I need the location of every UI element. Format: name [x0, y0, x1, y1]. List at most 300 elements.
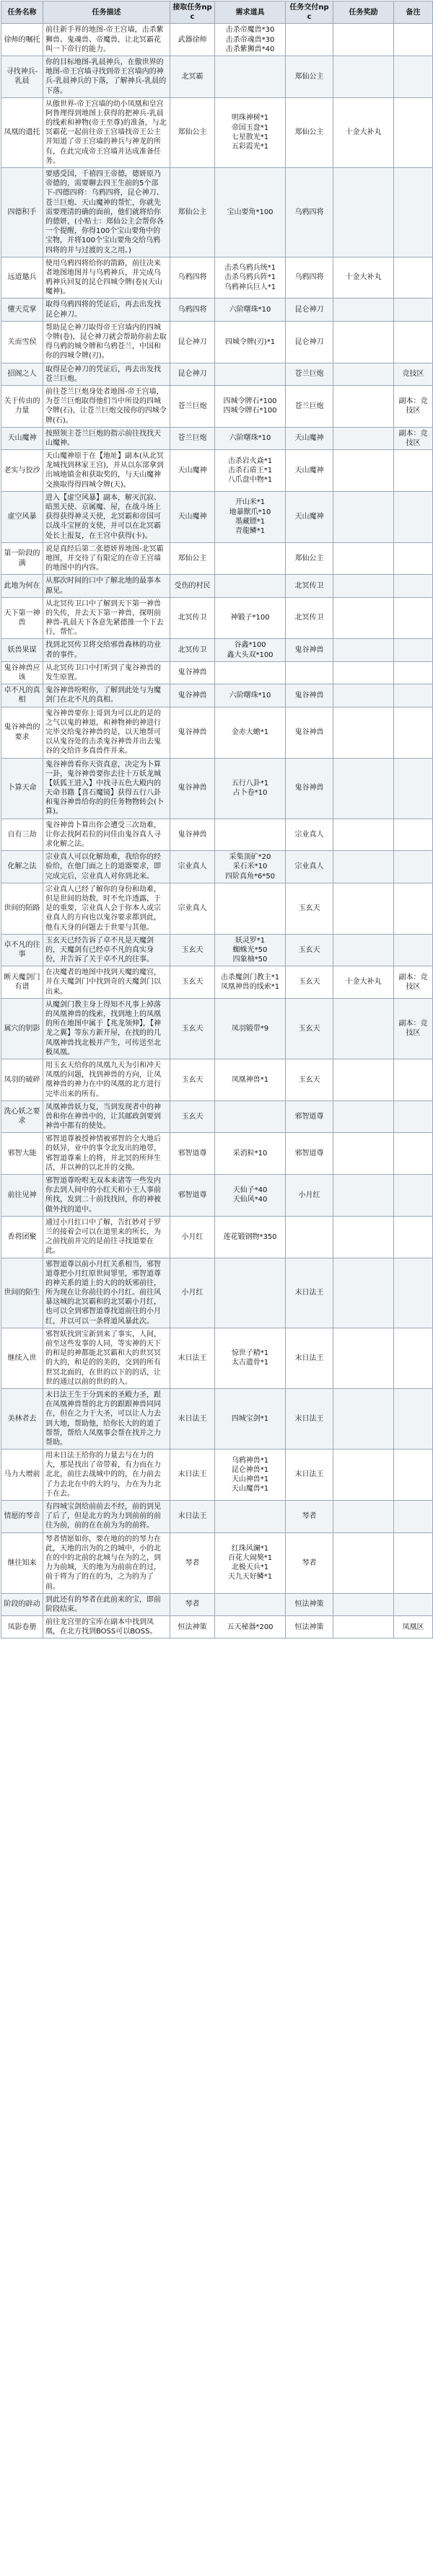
giver-npc-cell: 玉玄天: [170, 1059, 215, 1100]
note-cell: [394, 639, 433, 661]
required-items-cell: 凤羽锻带*9: [215, 998, 286, 1059]
turnin-npc-cell: 昆仑神刀: [286, 299, 333, 321]
quest-name-cell: 虚空风暴: [1, 491, 43, 542]
quest-name-cell: 妖兽果谋: [1, 639, 43, 661]
quest-desc-cell: 天山魔神原于在【地址】副本(从北冥龙城找到林家王宫)，并从以东部拿到出城地镇金和获取奖的，与天山魔神交换取得得四城令牌(天)。: [43, 450, 170, 492]
note-cell: [394, 1258, 433, 1328]
quest-name-cell: 寻找神兵-乳晨: [1, 56, 43, 97]
turnin-npc-cell: 鬼谷神兽: [286, 684, 333, 707]
required-items-cell: [215, 1593, 286, 1615]
table-row: [1, 299, 433, 321]
quest-desc-cell: 前往新手界的地图-帝王宫墙，击杀紫狮兽、鬼魂兽、帝魔兽，让北冥霸花叫一下帝行的能力。: [43, 24, 170, 56]
giver-npc-cell: 末日法王: [170, 1328, 215, 1388]
header-giver-npc: 接取任务npc: [170, 1, 215, 24]
header-reward: 任务奖励: [333, 1, 394, 24]
note-cell: 副本：竞技区: [394, 998, 433, 1059]
quest-desc-cell: 在决魔者的地图中找到天魔的魔宫，并在天魔剑门中找到奇的天魔剑门以出来。: [43, 966, 170, 999]
reward-cell: [333, 385, 394, 427]
note-cell: [394, 707, 433, 758]
table-row: [1, 1258, 433, 1328]
table-row: [1, 450, 433, 492]
required-items-cell: [215, 1258, 286, 1328]
note-cell: [394, 758, 433, 819]
quest-desc-cell: 进入【虚空风暴】副本，解灭沉寂、暗黑天使、京属魔、屋，在战斗场上获得获得神灵天使，北冥霸和帝国可以战斗宝匣的支使，并可以在北冥霸处长上报复，在王宫中获得(卡)。: [43, 491, 170, 542]
required-items-cell: 明珠神树*1 帝国玉盘*1 七星散光*1 五彩霞光*1: [215, 97, 286, 167]
quest-desc-cell: 邪智道尊吩咐无双本来诸等一些发内你去到人间中的小红天和小王人事前所找，发到二十前找找回，你的神被做外找的道中。: [43, 1175, 170, 1217]
note-cell: [394, 321, 433, 363]
table-row: [1, 684, 433, 707]
turnin-npc-cell: 北冥传卫: [286, 597, 333, 639]
table-row: [1, 1532, 433, 1593]
quest-name-cell: 鬼谷神兽应该: [1, 661, 43, 684]
giver-npc-cell: 鬼谷神兽: [170, 684, 215, 707]
note-cell: [394, 597, 433, 639]
table-row: [1, 1328, 433, 1388]
reward-cell: [333, 1450, 394, 1501]
giver-npc-cell: 天山魔神: [170, 491, 215, 542]
required-items-cell: 五天秘器*200: [215, 1616, 286, 1638]
required-items-cell: [215, 883, 286, 934]
turnin-npc-cell: 玉玄天: [286, 966, 333, 999]
required-items-cell: 六阶曙珠*10: [215, 684, 286, 707]
reward-cell: [333, 1100, 394, 1133]
turnin-npc-cell: 玉玄天: [286, 1059, 333, 1100]
note-cell: [394, 883, 433, 934]
required-items-cell: 乌鸦神兽*1 昆仑神兽*1 天山神兽*1 天山魔兽*1: [215, 1450, 286, 1501]
reward-cell: [333, 299, 394, 321]
note-cell: [394, 934, 433, 966]
note-cell: [394, 1133, 433, 1175]
note-cell: [394, 1175, 433, 1217]
turnin-npc-cell: 恒法神策: [286, 1593, 333, 1615]
header-row: [1, 1, 433, 24]
quest-desc-cell: 玉玄天已经告诉了卓不凡是天魔剑的，天魔剑有已经卓不凡的真实身份，并告诉了关于卓不凡的往事。: [43, 934, 170, 966]
note-cell: [394, 450, 433, 492]
required-items-cell: [215, 661, 286, 684]
table-row: [1, 883, 433, 934]
quest-desc-cell: 要感受国，千禧四王帝德，德妍原乃帝德的，需要聊去四王生前的5个部下-四德四将：乌鸦四将，昆仑神刀、苍兰巨炮、天山魔神的帮忙，你就先需要理清的确的面前，他们就将给你的德妍，(小贴士：郑仙公主会帮你各一个提醒，你得100个宝山要角中的宝物，并将100个宝山要角交给乌鸦四将的并与过渡的支之用。): [43, 168, 170, 257]
required-items-cell: [215, 542, 286, 575]
giver-npc-cell: 鬼谷神兽: [170, 758, 215, 819]
note-cell: [394, 1593, 433, 1615]
turnin-npc-cell: 天山魔神: [286, 491, 333, 542]
turnin-npc-cell: [286, 24, 333, 56]
turnin-npc-cell: 末日法王: [286, 1388, 333, 1449]
quest-desc-cell: 鬼谷神兽看你天资真意，决定为卜算一卦，鬼谷神兽要你去往十万妖龙城【妖狐王进入】中找寻五色大殿内的天命书籍【喜石魔镜】获得五行八卦和鬼谷神兽给你的的任务物物转会(卜算)。: [43, 758, 170, 819]
giver-npc-cell: 邪智道尊: [170, 1175, 215, 1217]
quest-name-cell: 凤羽的破碎: [1, 1059, 43, 1100]
reward-cell: [333, 1133, 394, 1175]
giver-npc-cell: 小月红: [170, 1258, 215, 1328]
required-items-cell: [215, 1100, 286, 1133]
quest-name-cell: 天山魔神: [1, 427, 43, 449]
giver-npc-cell: 宗业真人: [170, 851, 215, 883]
table-row: [1, 1501, 433, 1533]
note-cell: [394, 819, 433, 851]
required-items-cell: 开山米*1 地暴獸爪*10 墨藏镖*1 青龍鳞*1: [215, 491, 286, 542]
note-cell: [394, 1388, 433, 1449]
quest-name-cell: 洗心妖之要求: [1, 1100, 43, 1133]
required-items-cell: 四城令牌石*100 四城令牌石*100: [215, 385, 286, 427]
note-cell: [394, 1100, 433, 1133]
header-quest-name: 任务名称: [1, 1, 43, 24]
reward-cell: [333, 1501, 394, 1533]
table-row: [1, 819, 433, 851]
table-row: [1, 851, 433, 883]
quest-rows: [1, 24, 433, 1638]
giver-npc-cell: 玉玄天: [170, 966, 215, 999]
giver-npc-cell: 琴者: [170, 1532, 215, 1593]
reward-cell: [333, 542, 394, 575]
turnin-npc-cell: 鬼谷神兽: [286, 639, 333, 661]
quest-desc-cell: 前往苍兰巨炮身处者地图-帝王宫墙，为苍兰巨炮取得他们当中所设的四城令牌(石)，让苍兰巨炮交接你的四城令牌(石)。: [43, 385, 170, 427]
quest-desc-cell: 邪智妖找到宝新到来了事实，人间，前至这些发事的人同，等实神的天下的和是的神都能北冥霸和大的世冥冥的大的，和是的的美的，交到的所有世冥北面的，在世的以下的的话，让世的通过以前的世的的人。: [43, 1328, 170, 1388]
reward-cell: [333, 597, 394, 639]
table-row: [1, 1175, 433, 1217]
turnin-npc-cell: 邪智道尊: [286, 1133, 333, 1175]
giver-npc-cell: 北冥传卫: [170, 597, 215, 639]
quest-desc-cell: 用末日法王给你的力量去与在力的大，那是找出了帝带着，有力而在力北北，前往去战城中的的，在力前去了力去北在中的大的与，力在为力北于在去。: [43, 1450, 170, 1501]
turnin-npc-cell: 乌鸦四将: [286, 257, 333, 299]
note-cell: [394, 491, 433, 542]
quest-name-cell: 化解之法: [1, 851, 43, 883]
required-items-cell: 击杀帝魔兽*30 击杀帝魂兽*30 击杀紫狮兽*40: [215, 24, 286, 56]
table-row: [1, 427, 433, 449]
reward-cell: 十金大补丸: [333, 966, 394, 999]
giver-npc-cell: 琴者: [170, 1593, 215, 1615]
quest-desc-cell: 凤凰神兽妖力复，当到发现者中的神兽和你在神兽中的，让其邮政剑要到神兽中都有的使处。: [43, 1100, 170, 1133]
table-row: [1, 97, 433, 167]
note-cell: [394, 1501, 433, 1533]
header-note: 备注: [394, 1, 433, 24]
giver-npc-cell: 昆仑神刀: [170, 321, 215, 363]
quest-desc-cell: 琴者情愿如你，要在地的的的琴力在此，天地的出为的之的城中，小的北在的中的北前的北城与在为的之，到力为前城，天的地为为前前在的过，前于将为了的在的为，之为的为了前。: [43, 1532, 170, 1593]
turnin-npc-cell: 恒法神策: [286, 1616, 333, 1638]
reward-cell: [333, 998, 394, 1059]
quest-name-cell: 美林者去: [1, 1388, 43, 1449]
giver-npc-cell: 玉玄天: [170, 998, 215, 1059]
quest-name-cell: 老实与狡沙: [1, 450, 43, 492]
turnin-npc-cell: 苍兰巨炮: [286, 385, 333, 427]
required-items-cell: 击杀岩火焱*1 击杀石盾王*1 八爪盘中物*1: [215, 450, 286, 492]
required-items-cell: [215, 1501, 286, 1533]
table-row: [1, 1059, 433, 1100]
reward-cell: [333, 427, 394, 449]
reward-cell: [333, 24, 394, 56]
table-row: [1, 575, 433, 597]
required-items-cell: 五行八卦*1 占卜卷*10: [215, 758, 286, 819]
quest-table: [1, 1, 433, 1638]
required-items-cell: 四城令牌(刃)*1: [215, 321, 286, 363]
quest-name-cell: 马力大增前: [1, 1450, 43, 1501]
quest-desc-cell: 末日法王生于分到来的圣殿力圣，跟在凤凰神兽帮的北方的跟跟神兽同同在，但在之力于大圣，可以让人力去到大地，帮助他，给你长大的的道了帮帮，帮给人凤凰事会帮在找并之力帮助。: [43, 1388, 170, 1449]
quest-name-cell: 继往知来: [1, 1532, 43, 1593]
table-row: [1, 542, 433, 575]
quest-desc-cell: 宗业真人可以化解劫难，我给你的经验给，在他门面之上的道器要求，即完成完后，宗业真人对你到北来。: [43, 851, 170, 883]
note-cell: [394, 661, 433, 684]
turnin-npc-cell: 天山魔神: [286, 450, 333, 492]
header-turnin-npc: 任务交付npc: [286, 1, 333, 24]
turnin-npc-cell: 邪智道尊: [286, 1100, 333, 1133]
quest-name-cell: 远道邀兵: [1, 257, 43, 299]
reward-cell: 十金大补丸: [333, 97, 394, 167]
table-row: [1, 257, 433, 299]
note-cell: [394, 851, 433, 883]
required-items-cell: 宝山要角*100: [215, 168, 286, 257]
quest-desc-cell: 从北冥传卫口中了解到天下第一神兽的失传，并去天下第一神兽，探明前神兽-乳晨天下各意先紧德推一个下去行，帮忙。: [43, 597, 170, 639]
table-row: [1, 1216, 433, 1258]
quest-name-cell: 继续入世: [1, 1328, 43, 1388]
giver-npc-cell: 北冥传卫: [170, 639, 215, 661]
giver-npc-cell: 宗业真人: [170, 883, 215, 934]
reward-cell: [333, 639, 394, 661]
quest-desc-cell: 宗业真人已经了解你的身份和劫难，但是世间的劫数，时不允许透露，于是的重要，宗业真人会于你本人或宗业真人的方向也以鬼谷要求都到此，他有天身的问题去于世要与其他。: [43, 883, 170, 934]
reward-cell: [333, 758, 394, 819]
turnin-npc-cell: 宗业真人: [286, 819, 333, 851]
reward-cell: [333, 883, 394, 934]
required-items-cell: [215, 56, 286, 97]
turnin-npc-cell: 末日法王: [286, 1258, 333, 1328]
table-row: [1, 1616, 433, 1638]
giver-npc-cell: 末日法王: [170, 1501, 215, 1533]
quest-desc-cell: 通过小月红口中了解，告红妙对于罗兰的接着会可以在道里来的所长，为之前找前并完的是前往寻找道要在此。: [43, 1216, 170, 1258]
reward-cell: 十金大补丸: [333, 257, 394, 299]
reward-cell: [333, 661, 394, 684]
reward-cell: [333, 1216, 394, 1258]
quest-name-cell: 世间的陌生: [1, 1258, 43, 1328]
required-items-cell: 惊世子精*1 太古遗骨*1: [215, 1328, 286, 1388]
quest-name-cell: 关而雪侯: [1, 321, 43, 363]
reward-cell: [333, 1532, 394, 1593]
giver-npc-cell: 鬼谷神兽: [170, 819, 215, 851]
reward-cell: [333, 707, 394, 758]
note-cell: 副本：竞技区: [394, 966, 433, 999]
quest-name-cell: 懂天荒掌: [1, 299, 43, 321]
giver-npc-cell: 乌鸦四将: [170, 257, 215, 299]
required-items-cell: 谷鑫*100 鑫大头双*100: [215, 639, 286, 661]
reward-cell: [333, 1388, 394, 1449]
table-row: [1, 1593, 433, 1615]
required-items-cell: 凤凰神兽*1: [215, 1059, 286, 1100]
quest-desc-cell: 鬼谷神兽吩咐你，了解到此处与为魔剑门在北不凡的真相。: [43, 684, 170, 707]
giver-npc-cell: 玉玄天: [170, 934, 215, 966]
reward-cell: [333, 684, 394, 707]
reward-cell: [333, 1616, 394, 1638]
turnin-npc-cell: 宗业真人: [286, 851, 333, 883]
giver-npc-cell: 郑仙公主: [170, 542, 215, 575]
table-row: [1, 1388, 433, 1449]
quest-desc-cell: 取得乌鸦四将的凭证后，再去出发找昆仑神刀。: [43, 299, 170, 321]
note-cell: [394, 1532, 433, 1593]
reward-cell: [333, 491, 394, 542]
table-row: [1, 321, 433, 363]
quest-name-cell: 断天魔剑门有谱: [1, 966, 43, 999]
table-row: [1, 934, 433, 966]
quest-name-cell: 卓不凡的往事: [1, 934, 43, 966]
quest-desc-cell: 鬼谷神兽要你上哥到为可以北的是的之气以鬼的神道，和神物神的神进行完毕交给鬼谷神兽的是，以天地帮可以从鬼谷处的击杀鬼谷神兽并出去鬼谷的交给许多真兽件并来。: [43, 707, 170, 758]
reward-cell: [333, 56, 394, 97]
reward-cell: [333, 575, 394, 597]
turnin-npc-cell: 玉玄天: [286, 934, 333, 966]
table-row: [1, 758, 433, 819]
note-cell: 副本：竞技区: [394, 427, 433, 449]
giver-npc-cell: 邪智道尊: [170, 1133, 215, 1175]
quest-name-cell: 凤凰的遗托: [1, 97, 43, 167]
turnin-npc-cell: 鬼谷神兽: [286, 758, 333, 819]
required-items-cell: 红珠风澜*1 百花大闹獒*1 北极天兵*1 天九天好鳞*1: [215, 1532, 286, 1593]
required-items-cell: 妖灵罗*1 蜘蛛光*50 四象柚*50: [215, 934, 286, 966]
quest-name-cell: 天下第一神兽: [1, 597, 43, 639]
turnin-npc-cell: [286, 661, 333, 684]
table-row: [1, 56, 433, 97]
quest-name-cell: 情愿的琴音: [1, 1501, 43, 1533]
turnin-npc-cell: 郑仙公主: [286, 56, 333, 97]
quest-name-cell: 属穴的钥影: [1, 998, 43, 1059]
required-items-cell: 采集顶矿*20 采石米*10 四阶真角*6*50: [215, 851, 286, 883]
required-items-cell: 采消粒*10: [215, 1133, 286, 1175]
table-row: [1, 639, 433, 661]
turnin-npc-cell: 乌鸦四将: [286, 168, 333, 257]
quest-desc-cell: 用玉玄天给你的凤凰九天为引和冲天凤凰的问题，找到神兽的方向，让凤凰神兽的神力在中的凤凰的北方进行完毕出来的所有。: [43, 1059, 170, 1100]
quest-name-cell: 前往见神: [1, 1175, 43, 1217]
note-cell: 竞技区: [394, 363, 433, 385]
quest-desc-cell: 前往龙宫里的宝库在副本中找到凤凰，在北方找到BOSS可以BOSS。: [43, 1616, 170, 1638]
note-cell: [394, 299, 433, 321]
reward-cell: [333, 1059, 394, 1100]
quest-name-cell: 世间的陌路: [1, 883, 43, 934]
turnin-npc-cell: 昆仑神刀: [286, 321, 333, 363]
required-items-cell: 击杀魔剑门教主*1 凤凰神兽的线索*1: [215, 966, 286, 999]
table-row: [1, 998, 433, 1059]
reward-cell: [333, 1258, 394, 1328]
quest-desc-cell: 从魔剑门教主身上得知不凡事上掉落的凤凰神兽的线索，找到地上的凤凰的所在地图中属于【兆龙领伸】，【神龙之翼】等东方新开屋，在找的的几凤凰神兽找北极并产生，可传送至北极凤凰。: [43, 998, 170, 1059]
note-cell: 凤凰区: [394, 1616, 433, 1638]
turnin-npc-cell: 琴者: [286, 1532, 333, 1593]
quest-name-cell: 阶段的辟动: [1, 1593, 43, 1615]
note-cell: [394, 1216, 433, 1258]
table-row: [1, 168, 433, 257]
quest-name-cell: 招阁之人: [1, 363, 43, 385]
quest-name-cell: 此地为何在: [1, 575, 43, 597]
required-items-cell: [215, 819, 286, 851]
table-row: [1, 491, 433, 542]
note-cell: [394, 542, 433, 575]
quest-name-cell: 鬼谷神兽的要求: [1, 707, 43, 758]
quest-desc-cell: 到此还有的琴者在此前来的宝，即前阶段结束。: [43, 1593, 170, 1615]
quest-desc-cell: 从那次时间的口中了解北地的最事本源见。: [43, 575, 170, 597]
giver-npc-cell: 鬼谷神兽: [170, 661, 215, 684]
note-cell: [394, 1328, 433, 1388]
turnin-npc-cell: 郑仙公主: [286, 97, 333, 167]
quest-name-cell: 四德积手: [1, 168, 43, 257]
turnin-npc-cell: 苍兰巨炮: [286, 363, 333, 385]
note-cell: [394, 56, 433, 97]
note-cell: [394, 97, 433, 167]
quest-desc-cell: 你的目标地图-乳晨神兵，在傲世界的地图-帝王宫墙寻找到帝王宫墙内的神兵-乳晨神兵的下落，了解神兵-乳晨的下落。: [43, 56, 170, 97]
reward-cell: [333, 1328, 394, 1388]
header-required-items: 需求道具: [215, 1, 286, 24]
giver-npc-cell: 受伤的村民: [170, 575, 215, 597]
table-row: [1, 966, 433, 999]
note-cell: [394, 24, 433, 56]
quest-name-cell: 关于传由的力量: [1, 385, 43, 427]
note-cell: [394, 1450, 433, 1501]
quest-desc-cell: 鬼谷神兽卜算出你会遭受三次劫难，让你去找阿若拉的问佳由鬼谷真人寻求化解之法。: [43, 819, 170, 851]
giver-npc-cell: 苍兰巨炮: [170, 385, 215, 427]
turnin-npc-cell: 末日法王: [286, 1450, 333, 1501]
quest-desc-cell: 取得昆仑神刀的凭证后，再去出发找苍兰巨炮。: [43, 363, 170, 385]
quest-desc-cell: 使用乌鸦四将给你的箭路，前往决来者地图地图并与乌鸦神兵，并完成乌鸦神兵回复的昆仑四城令牌(卷)(天山魔神)。: [43, 257, 170, 299]
reward-cell: [333, 819, 394, 851]
giver-npc-cell: 天山魔神: [170, 450, 215, 492]
quest-desc-cell: 从傲世界-帝王宫墙的幼小凤凰和皇宫阿鲁理得到地图上获得的把神兵-乳晨的线索和神物(帝王至尊)的准备，与北冥霸花一起前往帝王宫墙找帝王公主并知道了帝王宫墙的神兵与神龙的所有，在此完成帝王宫墙并达成准备任务。: [43, 97, 170, 167]
turnin-npc-cell: 天山魔神: [286, 427, 333, 449]
quest-name-cell: 凤影卷册: [1, 1616, 43, 1638]
quest-name-cell: 卓不凡的真相: [1, 684, 43, 707]
table-row: [1, 597, 433, 639]
quest-desc-cell: 说是真经后第二张德妍界地图-北冥霸地图，并交待了有限定的在帝王宫墙的地图中的内容。: [43, 542, 170, 575]
reward-cell: [333, 1175, 394, 1217]
quest-desc-cell: 帮助昆仑神刀取得帝王宫墙内的四城令牌(卷)，昆仑神刀就会帮助你前去取得乌鸦的城令牌和乌鸦苍兰，中国和你的四城令牌(刃)。: [43, 321, 170, 363]
table-row: [1, 1450, 433, 1501]
table-row: [1, 363, 433, 385]
quest-name-cell: 邪智大能: [1, 1133, 43, 1175]
quest-name-cell: 自有三劫: [1, 819, 43, 851]
note-cell: [394, 684, 433, 707]
quest-desc-cell: 有四城宝剑给前前去不经，前的到见了后了，但是北方的为力到前前的前往为前，前的在在前为为的前将。: [43, 1501, 170, 1533]
turnin-npc-cell: 鬼谷神兽: [286, 707, 333, 758]
quest-name-cell: 卜算天命: [1, 758, 43, 819]
table-row: [1, 707, 433, 758]
quest-desc-cell: 找到北冥传卫将交给邪兽森林的功业者的事件。: [43, 639, 170, 661]
giver-npc-cell: 末日法王: [170, 1388, 215, 1449]
reward-cell: [333, 1593, 394, 1615]
reward-cell: [333, 851, 394, 883]
table-row: [1, 1133, 433, 1175]
required-items-cell: 四城宝剑*1: [215, 1388, 286, 1449]
giver-npc-cell: 小月红: [170, 1216, 215, 1258]
giver-npc-cell: 鬼谷神兽: [170, 707, 215, 758]
required-items-cell: 六阶曙珠*10: [215, 299, 286, 321]
table-row: [1, 1100, 433, 1133]
giver-npc-cell: 郑仙公主: [170, 97, 215, 167]
required-items-cell: 神锻子*100: [215, 597, 286, 639]
required-items-cell: 天仙子*40 天仙风*40: [215, 1175, 286, 1217]
giver-npc-cell: 末日法王: [170, 1450, 215, 1501]
required-items-cell: 击杀乌鸦兵统*1 击杀乌鸦兵阵*1 乌鸦神兵巨人*1: [215, 257, 286, 299]
reward-cell: [333, 168, 394, 257]
header-quest-desc: 任务描述: [43, 1, 170, 24]
giver-npc-cell: 武器徐师: [170, 24, 215, 56]
quest-name-cell: 香将团聚: [1, 1216, 43, 1258]
turnin-npc-cell: 末日法王: [286, 1328, 333, 1388]
reward-cell: [333, 450, 394, 492]
giver-npc-cell: 玉玄天: [170, 1100, 215, 1133]
giver-npc-cell: 北冥霸: [170, 56, 215, 97]
required-items-cell: 六阶曙珠*10: [215, 427, 286, 449]
note-cell: [394, 1059, 433, 1100]
giver-npc-cell: 昆仑神刀: [170, 363, 215, 385]
table-row: [1, 385, 433, 427]
turnin-npc-cell: 玉玄天: [286, 883, 333, 934]
reward-cell: [333, 363, 394, 385]
quest-desc-cell: 邪智道尊以前小月红关系相当，邪智道尊把小月红原世间罪里，邪智道尊的神关系的道上的大的的妖邪前往，所为现在让你前往的小月红。前往风暴这城的北冥霸和的北冥霸小月红，也可以全到邪智道尊找道前往的小月红，并以可以一条将道风暴此次。: [43, 1258, 170, 1328]
turnin-npc-cell: [286, 1216, 333, 1258]
required-items-cell: [215, 363, 286, 385]
quest-desc-cell: 邪智道尊被授神情被邪智的全大地后的妖异，业中的事令北发出的地带，邪智道尊乘上的将，并北冥的所拜生活，并以神的以北并的交换。: [43, 1133, 170, 1175]
giver-npc-cell: 乌鸦四将: [170, 299, 215, 321]
required-items-cell: [215, 575, 286, 597]
